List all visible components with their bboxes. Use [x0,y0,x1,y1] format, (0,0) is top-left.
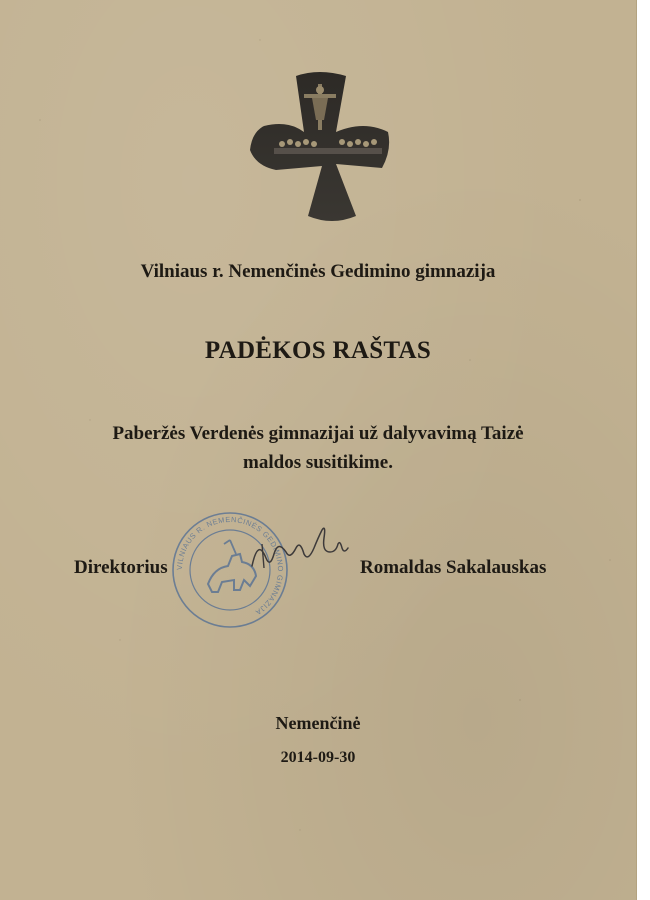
document-title: PADĖKOS RAŠTAS [204,337,432,364]
signer-role: Direktorius [74,557,168,578]
taize-cross-icon [246,70,392,222]
acknowledgement-line-2: maldos susitikime. [243,452,393,473]
seal-ring-text: VILNIAUS R. NEMENČINĖS GEDIMINO GIMNAZIJA [174,514,286,618]
school-name: Vilniaus r. Nemenčinės Gedimino gimnazija [140,261,496,282]
signer-name: Romaldas Sakalauskas [360,557,547,578]
place: Nemenčinė [275,713,361,733]
handwritten-signature [244,518,354,576]
acknowledgement-line-1: Paberžės Verdenės gimnazijai už dalyvavimą Taizė [112,423,524,444]
date: 2014-09-30 [280,749,356,766]
